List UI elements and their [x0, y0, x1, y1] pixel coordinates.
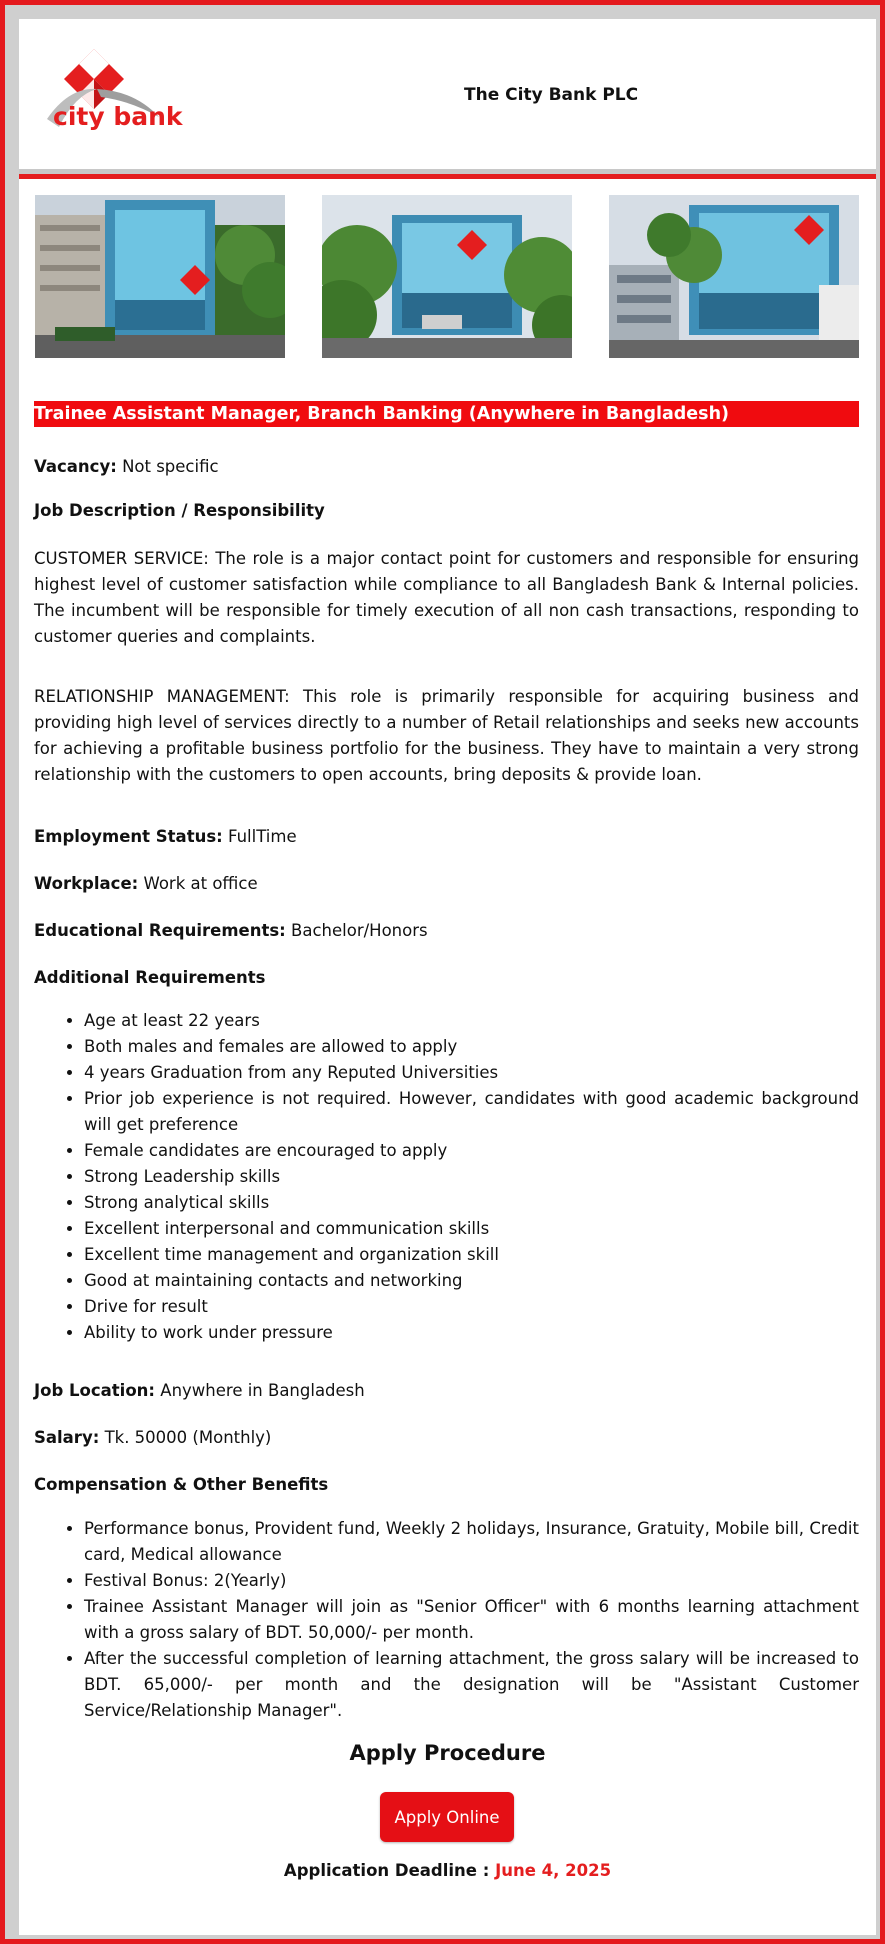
job-card	[19, 19, 876, 1935]
job-title-bar-wrap	[34, 401, 859, 427]
vacancy-row	[34, 457, 219, 476]
list-item: • Age at least 22 years	[84, 1008, 859, 1034]
list-item: • Trainee Assistant Manager will join as "Senior Officer" with 6 months learning attachment with a gross salary of BDT. 50,000/- per month.	[84, 1594, 859, 1646]
education-row	[34, 921, 428, 940]
deadline-date: June 4, 2025	[495, 1861, 612, 1880]
benefits-heading	[34, 1475, 328, 1494]
workplace-value: Work at office	[143, 874, 258, 893]
deadline-label: Application Deadline :	[283, 1861, 490, 1880]
branch-photo-3	[609, 195, 859, 358]
job-description-heading	[34, 501, 325, 520]
application-deadline	[19, 1861, 876, 1880]
additional-requirements-heading-text: Additional Requirements	[34, 968, 266, 987]
workplace-row	[34, 874, 258, 893]
branch-photo-1	[35, 195, 285, 358]
list-item: • Ability to work under pressure	[84, 1320, 859, 1346]
job-description-heading-text: Job Description / Responsibility	[34, 501, 325, 520]
employment-status-row	[34, 827, 297, 846]
list-item: • Female candidates are encouraged to apply	[84, 1138, 859, 1164]
vacancy-value: Not specific	[122, 457, 219, 476]
list-item: • Festival Bonus: 2(Yearly)	[84, 1568, 859, 1594]
additional-requirements-list	[34, 1008, 859, 1346]
benefits-list	[34, 1516, 859, 1724]
education-label: Educational Requirements:	[34, 921, 286, 940]
employment-status-label: Employment Status:	[34, 827, 223, 846]
bank-name: The City Bank PLC	[464, 85, 639, 105]
apply-procedure-heading: Apply Procedure	[349, 1741, 546, 1765]
job-title: Trainee Assistant Manager, Branch Banking (Anywhere in Bangladesh)	[34, 401, 859, 427]
list-item: • Strong Leadership skills	[84, 1164, 859, 1190]
job-description-customer-service: CUSTOMER SERVICE: The role is a major contact point for customers and responsible for ensuring highest level of customer satisfaction while compliance to all Bangladesh Bank & Internal policies. The incumbent will be responsible for timely execution of all non cash transactions, responding to customer queries and complaints.	[34, 549, 859, 646]
list-item: • Good at maintaining contacts and networking	[84, 1268, 859, 1294]
employment-status-value: FullTime	[228, 827, 297, 846]
list-item: • Prior job experience is not required. However, candidates with good academic background will get preference	[84, 1086, 859, 1138]
list-item: • Performance bonus, Provident fund, Weekly 2 holidays, Insurance, Gratuity, Mobile bill, Credit card, Medical allowance	[84, 1516, 859, 1568]
salary-value: Tk. 50000 (Monthly)	[104, 1428, 272, 1447]
header-divider	[19, 174, 876, 179]
branch-photo-2	[322, 195, 572, 358]
list-item: • 4 years Graduation from any Reputed Universities	[84, 1060, 859, 1086]
workplace-label: Workplace:	[34, 874, 139, 893]
additional-requirements-heading	[34, 968, 265, 987]
job-location-row	[34, 1381, 365, 1400]
job-location-label: Job Location:	[34, 1381, 156, 1400]
salary-row	[34, 1428, 271, 1447]
list-item: • Strong analytical skills	[84, 1190, 859, 1216]
job-location-value: Anywhere in Bangladesh	[160, 1381, 365, 1400]
header	[19, 19, 876, 179]
list-item: • After the successful completion of learning attachment, the gross salary will be increased to BDT. 65,000/- per month and the designation will be "Assistant Customer Service/Relationship Manager".	[84, 1646, 859, 1724]
list-item: • Both males and females are allowed to apply	[84, 1034, 859, 1060]
list-item: • Drive for result	[84, 1294, 859, 1320]
education-value: Bachelor/Honors	[291, 921, 428, 940]
page-frame-inner	[5, 5, 880, 1939]
logo-wordmark: city bank	[53, 102, 183, 131]
branch-photo-strip	[19, 195, 876, 360]
city-bank-logo	[39, 47, 224, 157]
apply-online-button[interactable]: Apply Online	[380, 1792, 514, 1842]
job-description-relationship-management: RELATIONSHIP MANAGEMENT: This role is primarily responsible for acquiring business and providing high level of services directly to a number of Retail relationships and seeks new accounts for achieving a profitable business portfolio for the business. They have to maintain a very strong relationship with the customers to open accounts, bring deposits & provide loan.	[34, 687, 859, 784]
vacancy-label: Vacancy:	[34, 457, 117, 476]
list-item: • Excellent interpersonal and communication skills	[84, 1216, 859, 1242]
salary-label: Salary:	[34, 1428, 100, 1447]
benefits-heading-text: Compensation & Other Benefits	[34, 1475, 329, 1494]
list-item: • Excellent time management and organization skill	[84, 1242, 859, 1268]
